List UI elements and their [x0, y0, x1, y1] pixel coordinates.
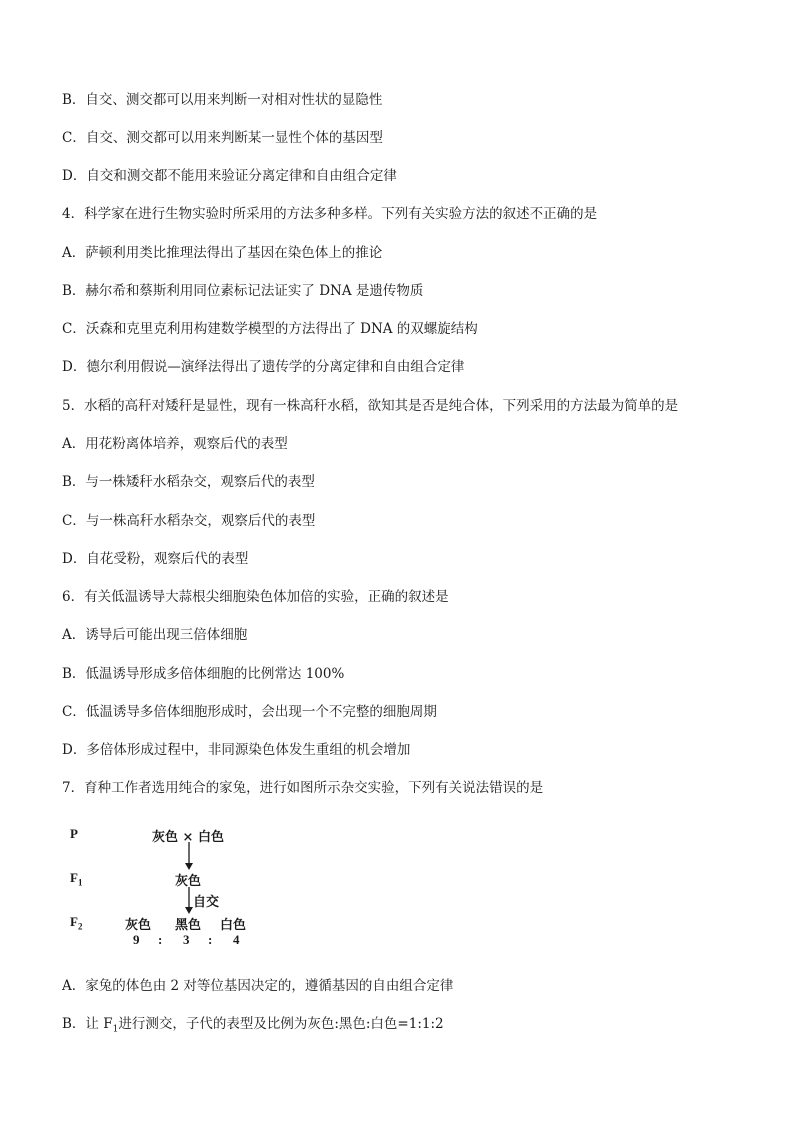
f2-gray-label: 灰色 — [125, 918, 152, 933]
question-line: D．多倍体形成过程中，非同源染色体发生重组的机会增加 — [62, 742, 411, 758]
ratio-gray: 9 — [133, 932, 140, 947]
question-line: 5．水稻的高秆对矮秆是显性，现有一株高秆水稻，欲知其是否是纯合体，下列采用的方法最为简单的是 — [62, 398, 679, 414]
question-line: B．自交、测交都可以用来判断一对相对性状的显隐性 — [62, 92, 383, 108]
question-line: A．用花粉离体培养，观察后代的表型 — [62, 436, 288, 452]
question-line: 4．科学家在进行生物实验时所采用的方法多种多样。下列有关实验方法的叙述不正确的是 — [62, 206, 598, 222]
ratio-white: 4 — [233, 932, 240, 947]
question-line: A．诱导后可能出现三倍体细胞 — [62, 627, 248, 643]
question-line: C．沃森和克里克利用构建数学模型的方法得出了 DNA 的双螺旋结构 — [62, 321, 478, 337]
f2-white-label: 白色 — [220, 918, 247, 933]
generation-f2-label: $F_2$ — [70, 914, 83, 932]
question-line: B．与一株矮秆水稻杂交，观察后代的表型 — [62, 474, 315, 490]
answer-option-b: B．让 $F_1$进行测交，子代的表型及比例为灰色:黑色:白色=1:1:2 — [62, 1016, 444, 1035]
generation-f1-label: $F_1$ — [70, 870, 83, 888]
generation-p-label: P — [70, 826, 78, 841]
parent-cross-text: 灰色 × 白色 — [152, 830, 224, 845]
question-line: C．自交、测交都可以用来判断某一显性个体的基因型 — [62, 130, 383, 146]
ratio-colon: : — [158, 932, 163, 947]
question-line: 6．有关低温诱导大蒜根尖细胞染色体加倍的实验，正确的叙述是 — [62, 589, 449, 605]
self-cross-label: 自交 — [193, 895, 220, 910]
cross-diagram — [62, 820, 302, 950]
question-line: D．自花受粉，观察后代的表型 — [62, 551, 249, 567]
question-line: B．赫尔希和蔡斯利用同位素标记法证实了 DNA 是遗传物质 — [62, 283, 424, 299]
f1-phenotype: 灰色 — [175, 874, 202, 889]
question-line: B．低温诱导形成多倍体细胞的比例常达 100% — [62, 666, 345, 682]
ratio-colon: : — [208, 932, 213, 947]
question-line: D．德尔利用假说—演绎法得出了遗传学的分离定律和自由组合定律 — [62, 359, 465, 375]
question-line: D．自交和测交都不能用来验证分离定律和自由组合定律 — [62, 168, 397, 184]
question-line: 7．育种工作者选用纯合的家兔，进行如图所示杂交实验，下列有关说法错误的是 — [62, 780, 544, 796]
f2-black-label: 黑色 — [175, 918, 202, 933]
question-line: A．萨顿利用类比推理法得出了基因在染色体上的推论 — [62, 245, 383, 261]
question-line: C．低温诱导多倍体细胞形成时，会出现一个不完整的细胞周期 — [62, 704, 437, 720]
question-line: C．与一株高秆水稻杂交，观察后代的表型 — [62, 513, 316, 529]
answer-option-a: A．家兔的体色由 2 对等位基因决定的，遵循基因的自由组合定律 — [62, 978, 454, 994]
ratio-black: 3 — [183, 932, 190, 947]
